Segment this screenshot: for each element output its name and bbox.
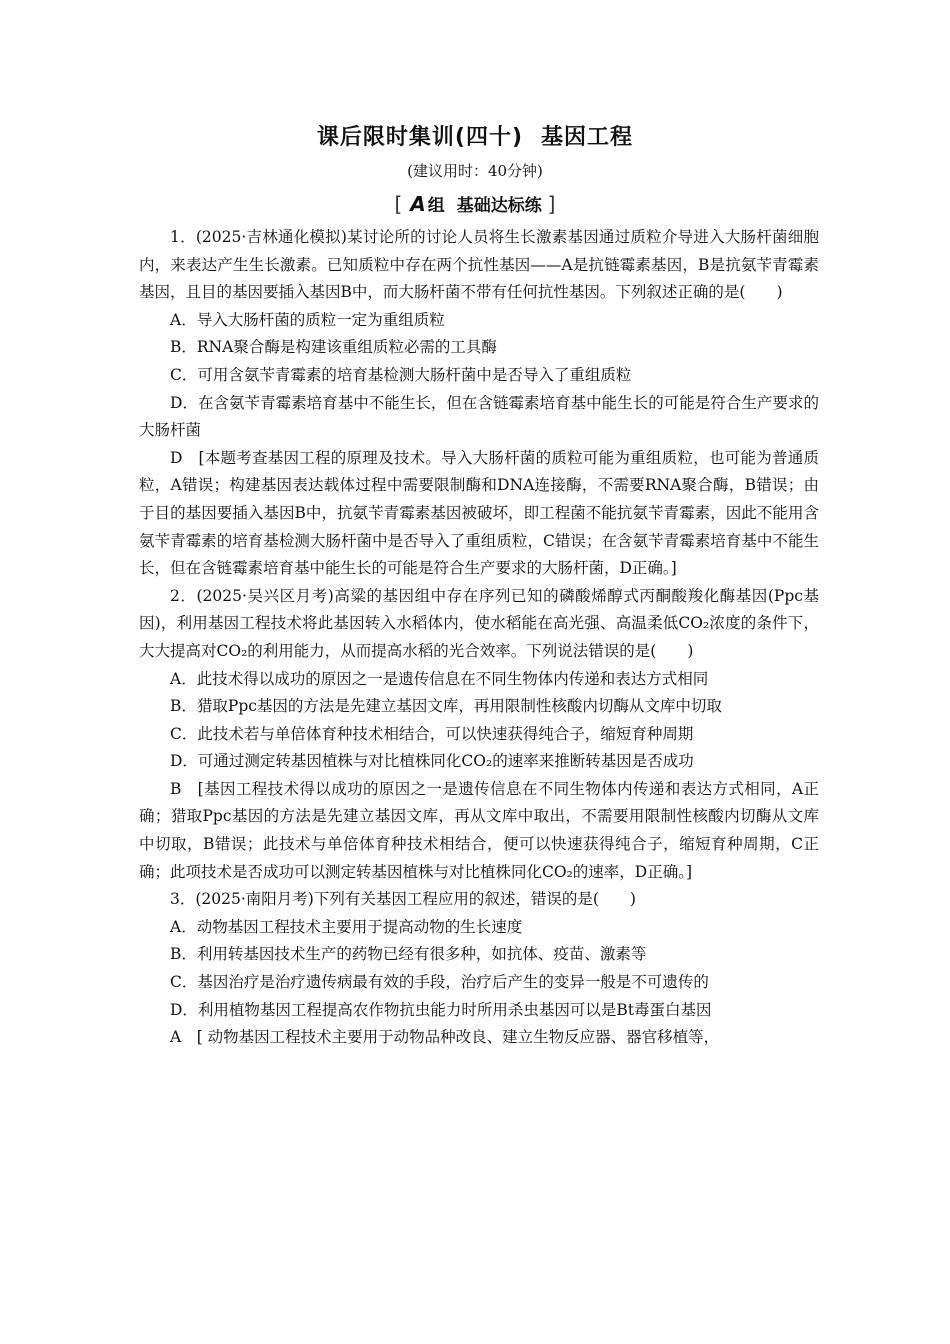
- question-3-answer: A [ 动物基因工程技术主要用于动物品种改良、建立生物反应器、器官移植等，: [170, 1028, 720, 1047]
- question-2-option-a: A．此技术得以成功的原因之一是遗传信息在不同生物体内传递和表达方式相同: [170, 669, 709, 688]
- question-2-option-b: B．猎取Ppc基因的方法是先建立基因文库，再用限制性核酸内切酶从文库中切取: [170, 697, 722, 716]
- question-1-option-d: D．在含氨苄青霉素培育基中不能生长，但在含链霉素培育基中能生长的可能是符合生产要求的大肠杆菌: [139, 393, 819, 440]
- question-2-option-c: C．此技术若与单倍体育种技术相结合，可以快速获得纯合子，缩短育种周期: [170, 724, 694, 743]
- group-letter: A: [410, 192, 426, 216]
- question-1-option-c: C．可用含氨苄青霉素的培育基检测大肠杆菌中是否导入了重组质粒: [170, 365, 632, 384]
- group-name: 基础达标练: [456, 196, 542, 216]
- question-3-stem: 3．(2025·南阳月考)下列有关基因工程应用的叙述，错误的是( ): [170, 890, 636, 909]
- question-3-option-d: D．利用植物基因工程提高农作物抗虫能力时所用杀虫基因可以是Bt毒蛋白基因: [170, 1000, 712, 1019]
- question-1-option-a: A．导入大肠杆菌的质粒一定为重组质粒: [170, 310, 445, 329]
- group-label: 组: [427, 196, 445, 216]
- question-3-option-c: C．基因治疗是治疗遗传病最有效的手段，治疗后产生的变异一般是不可遗传的: [170, 973, 709, 992]
- page-title: [0, 120, 950, 151]
- title-main: 课后限时集训(四十): [316, 125, 524, 150]
- question-1-answer: D [本题考查基因工程的原理及技术。导入大肠杆菌的质粒可能为重组质粒，也可能为普通质粒，A错误；构建基因表达载体过程中需要限制酶和DNA连接酶，不需要RNA聚合酶，B错误；由于目的基因要插入基因B中，抗氨苄青霉素基因被破坏，即工程菌不能抗氨苄青霉素，因此不能用含氨苄青霉素的培育基检测大肠杆菌中是否导入了重组质粒，C错误；在含氨苄青霉素培育基中不能生长，但在含链霉素培育基中能生长的可能是符合生产要求的大肠杆菌，D正确。]: [139, 448, 819, 578]
- suggested-time: (建议用时：40分钟): [407, 162, 543, 180]
- question-3-option-a: A．动物基因工程技术主要用于提高动物的生长速度: [170, 917, 523, 936]
- group-heading: [0, 191, 950, 216]
- question-content: [139, 224, 819, 1052]
- question-2-option-d: D．可通过测定转基因植株与对比植株同化CO₂的速率来推断转基因是否成功: [170, 752, 694, 771]
- bracket-left: [: [394, 192, 403, 216]
- bracket-right: ]: [547, 192, 556, 216]
- question-1-option-b: B．RNA聚合酶是构建该重组质粒必需的工具酶: [170, 338, 497, 357]
- question-3-option-b: B．利用转基因技术生产的药物已经有很多种，如抗体、疫苗、激素等: [170, 945, 647, 964]
- question-1-stem: 1．(2025·吉林通化模拟)某讨论所的讨论人员将生长激素基因通过质粒介导进入大肠杆菌细胞内，来表达产生生长激素。已知质粒中存在两个抗性基因——A是抗链霉素基因，B是抗氨苄青霉素基因，且目的基因要插入基因B中，而大肠杆菌不带有任何抗性基因。下列叙述正确的是( ): [139, 228, 819, 302]
- question-2-stem: 2．(2025·吴兴区月考)高粱的基因组中存在序列已知的磷酸烯醇式丙酮酸羧化酶基因(Ppc基因)，利用基因工程技术将此基因转入水稻体内，使水稻能在高光强、高温柔低CO₂浓度的条件下，大大提高对CO₂的利用能力，从而提高水稻的光合效率。下列说法错误的是( ): [139, 586, 819, 660]
- question-2-answer: B [基因工程技术得以成功的原因之一是遗传信息在不同生物体内传递和表达方式相同，A正确；猎取Ppc基因的方法是先建立基因文库，再从文库中取出，不需要用限制性核酸内切酶从文库中切取，B错误；此技术与单倍体育种技术相结合，便可以快速获得纯合子，缩短育种周期，C正确；此项技术是否成功可以测定转基因植株与对比植株同化CO₂的速率，D正确。]: [139, 779, 819, 881]
- title-topic: 基因工程: [541, 125, 634, 150]
